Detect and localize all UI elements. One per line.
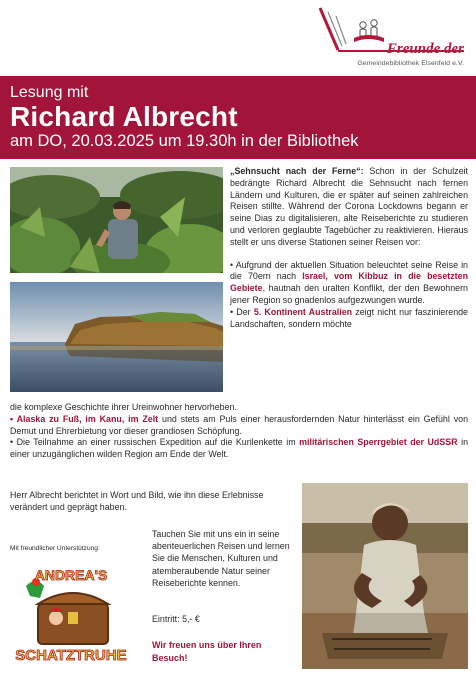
bullet-alaska-highlight: • Alaska zu Fuß, im Kanu, im Zelt [10,413,159,424]
entry-fee: Eintritt: 5,- € [152,614,200,624]
org-subtitle: Gemeindebibliothek Elsenfeld e.V. [357,60,464,67]
bullet-australia-highlight: 5. Kontinent Australien [253,306,353,317]
intro-text: Schon in der Schulzeit bedrängte Richard Albrecht die Sehnsucht nach fernen Ländern und Kulturen, die er später auf seinen zahlreichen Reisen stillte. Während der Corona Lockdowns begann er seine Dias zu digitalisieren, alte Reiseberichte zu studieren und verloren geglaubte Tagebücher zu reaktivieren. Hieraus stellt er uns diverse Stationen seiner Reisen vor: [230,166,468,247]
welcome-message: Wir freuen uns über Ihren Besuch! [152,640,262,663]
bullet-alaska-post: und stets am Puls einer herausfordernden Natur hinterlässt ein Gefühl von Demut und Ehrerbietung vor dieser grandiosen Schöpfung. [10,413,468,436]
bullet-kurils-highlight: militärischen Sperrgebiet der UdSSR [299,437,458,448]
coast-photo [10,282,223,392]
sponsor-label: Mit freundlicher Unterstützung: [10,545,100,552]
bullet-australia-post: zeigt nicht nur faszinierende Landschaften, sondern möchte [230,306,468,329]
sponsor-logo-line2: SCHATZTRUHE [15,647,127,664]
event-date: am DO, 20.03.2025 um 19.30h in der Bibliothek [10,132,359,150]
jungle-photo [10,167,223,273]
sponsor-logo-line1: ANDREA'S [34,567,108,583]
full-width-text [10,402,468,472]
bullet-alaska [10,414,468,438]
intro-heading: „Sehnsucht nach der Ferne“: [230,166,364,176]
bullet-kurils [10,437,468,461]
bullet-israel-highlight: Israel, vom Kibbuz in die besetzten Gebiete [230,271,468,294]
pre-title: Lesung mit [10,84,89,101]
weaving-photo [302,483,468,669]
bullet-australia-pre: • Der [230,306,254,317]
sponsor-logo [8,556,134,668]
bullet-israel-post: , hautnah den uralten Konflikt, der den Bewohnern jener Region so gnadenlos aufgezwungen wurde. [230,283,468,305]
closing-paragraph: Herr Albrecht berichtet in Wort und Bild, wie ihn diese Erlebnisse verändert und geprägt haben. [10,490,264,512]
title-banner [0,76,476,159]
intro-column [230,166,468,330]
speaker-name: Richard Albrecht [10,101,238,132]
bullet-kurils-pre: • Die Teilnahme an einer russischen Expedition auf die Kurilenkette im [10,437,300,448]
org-name: Freunde der [386,41,464,57]
intro-paragraph [230,166,468,249]
bullet-israel-pre: • Aufgrund der aktuellen Situation beleuchtet seine Reise in die 70ern nach [230,259,468,282]
bullet-australia-continued: die komplexe Geschichte ihrer Ureinwohner hervorheben. [10,402,237,412]
invite-text: Tauchen Sie mit uns ein in seine abenteuerlichen Reisen und lernen Sie die Menschen, Kulturen und atemberaubende Natur seiner Reiseberichte kennen. [152,529,290,588]
bullet-australia [230,307,468,331]
association-logo [316,6,464,72]
bullet-israel [230,260,468,307]
bullet-kurils-post: in einer unzugänglichen wilden Region am Ende der Welt. [10,437,469,460]
